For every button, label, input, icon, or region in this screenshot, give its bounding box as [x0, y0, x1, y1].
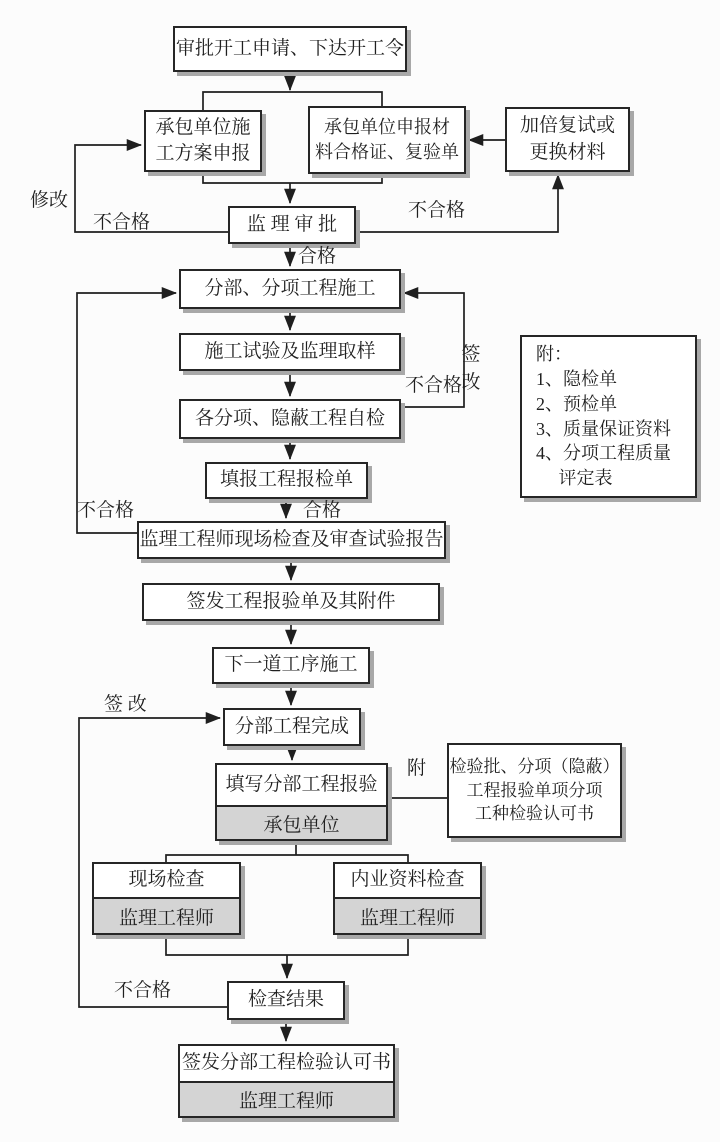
node-text-line: 加倍复试或: [519, 115, 615, 137]
node-tag-text: 承包单位: [263, 814, 340, 836]
node-text-line: 工程报验单项分项: [466, 780, 603, 800]
node-box-site-check: [92, 862, 241, 899]
label-modify: 修改: [30, 190, 69, 211]
node-text-line: 4、分项工程质量: [536, 443, 671, 464]
node-text-line: 1、隐检单: [536, 368, 617, 389]
node-text-line: 各分项、隐蔽工程自检: [194, 407, 385, 429]
node-contractor-plan: [144, 110, 262, 172]
edge-split-bracket: [166, 855, 408, 862]
edge-join-bracket: [166, 937, 408, 955]
node-text-line: 分部工程完成: [234, 715, 349, 737]
node-issue-acceptance-form: [142, 583, 440, 621]
node-check-result: [227, 981, 345, 1020]
node-text-line: 检验批、分项（隐蔽）: [449, 757, 620, 777]
node-box-contractor-material: [308, 106, 466, 174]
node-attachment-note: [520, 335, 697, 498]
node-tag-fill-division-form: [215, 805, 388, 841]
node-text-line: 现场检查: [128, 869, 205, 891]
node-supervisor-review: [228, 206, 356, 244]
node-retest-material: [505, 107, 630, 172]
node-box-sub-construction: [179, 269, 401, 309]
node-text-line: 评定表: [536, 468, 613, 489]
node-box-issue-division-cert: [178, 1044, 395, 1083]
node-tag-text: 监理工程师: [359, 907, 455, 929]
node-test-sampling: [179, 333, 401, 371]
node-text-line: 附：: [536, 344, 572, 365]
node-box-fill-inspection-form: [205, 462, 368, 499]
label-sign-change-vertical: 签改: [461, 344, 481, 393]
node-fill-division-form: [215, 763, 388, 841]
node-text-line: 料合格证、复验单: [315, 142, 459, 162]
node-box-check-result: [227, 981, 345, 1020]
node-site-check: [92, 862, 241, 935]
node-document-check: [333, 862, 482, 935]
node-box-site-inspect-report: [137, 521, 446, 559]
node-box-supervisor-review: [228, 206, 356, 244]
node-tag-text: 监理工程师: [238, 1091, 334, 1112]
node-text-line: 分部、分项工程施工: [204, 277, 376, 299]
node-text-line: 承包单位申报材: [324, 117, 450, 138]
node-division-complete: [223, 708, 361, 746]
node-box-fill-division-form: [215, 763, 388, 807]
node-box-division-complete: [223, 708, 361, 746]
node-box-document-check: [333, 862, 482, 899]
node-fill-inspection-form: [205, 462, 368, 499]
node-box-test-sampling: [179, 333, 401, 371]
label-fail-inspect: 不合格: [77, 500, 135, 521]
node-box-contractor-plan: [144, 110, 262, 172]
node-next-process: [212, 647, 370, 684]
node-tag-document-check: [333, 897, 482, 935]
node-box-issue-acceptance-form: [142, 583, 440, 621]
node-site-inspect-report: [137, 521, 446, 559]
node-text-line: 下一道工序施工: [224, 654, 358, 676]
label-fail-plan: 不合格: [93, 212, 151, 233]
node-text-line: 内业资料检查: [350, 869, 465, 891]
label-fail-result: 不合格: [114, 980, 172, 1001]
node-box-self-check: [179, 399, 401, 439]
node-text-line: 审批开工申请、下达开工令: [175, 37, 404, 59]
node-text-line: 签发分部工程检验认可书: [181, 1052, 391, 1074]
node-box-batch-attachment: [447, 743, 622, 838]
node-box-next-process: [212, 647, 370, 684]
node-contractor-material: [308, 106, 466, 174]
label-pass-review: 合格: [298, 246, 337, 267]
node-text-line: 签发工程报验单及其附件: [186, 590, 396, 612]
node-approve-start: [173, 26, 407, 72]
label-fail-material: 不合格: [408, 200, 466, 221]
node-sub-construction: [179, 269, 401, 309]
node-tag-issue-division-cert: [178, 1081, 395, 1118]
node-text-line: 更换材料: [529, 141, 606, 163]
node-box-attachment-note: [520, 335, 697, 498]
node-text-line: 施工试验及监理取样: [204, 340, 376, 362]
node-text-line: 填写分部工程报验: [225, 773, 378, 795]
node-issue-division-cert: [178, 1044, 395, 1118]
node-box-retest-material: [505, 107, 630, 172]
node-tag-text: 监理工程师: [118, 907, 214, 929]
node-tag-site-check: [92, 897, 241, 935]
label-fail-selfcheck: 不合格: [405, 375, 463, 396]
node-text-line: 承包单位施: [155, 116, 251, 138]
node-text-line: 工方案申报: [155, 143, 251, 164]
node-self-check: [179, 399, 401, 439]
node-batch-attachment: [447, 743, 622, 838]
label-pass-form: 合格: [303, 500, 342, 521]
node-text-line: 3、质量保证资料: [536, 418, 671, 439]
label-sign-change: 签 改: [104, 694, 147, 715]
node-text-line: 监 理 审 批: [246, 213, 338, 235]
node-text-line: 2、预检单: [536, 393, 617, 414]
edge-inspect-fail-back: [77, 293, 176, 533]
label-attach: 附: [407, 758, 427, 779]
node-text-line: 监理工程师现场检查及审查试验报告: [139, 528, 444, 550]
node-box-approve-start: [173, 26, 407, 72]
node-text-line: 工种检验认可书: [475, 804, 594, 824]
node-text-line: 检查结果: [247, 989, 324, 1011]
node-text-line: 填报工程报检单: [219, 469, 353, 491]
